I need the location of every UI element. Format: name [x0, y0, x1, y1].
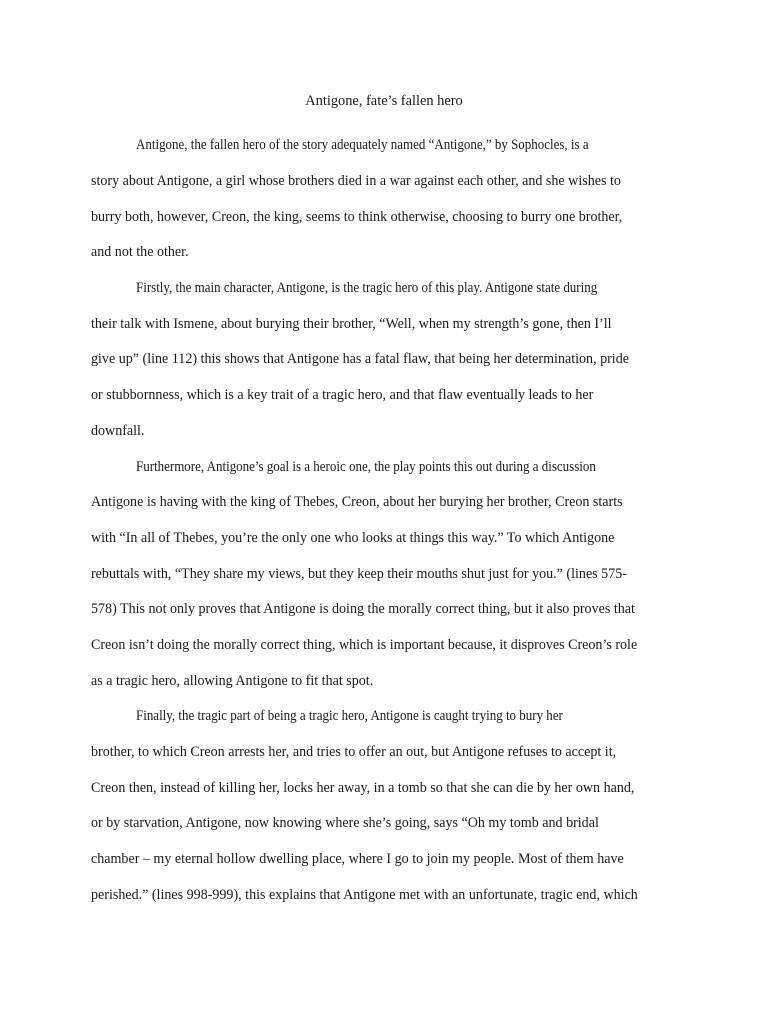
document-title: Antigone, fate’s fallen hero [305, 93, 463, 109]
text-line: Finally, the tragic part of being a tragic hero, Antigone is caught trying to bury her [136, 708, 563, 724]
text-line: Furthermore, Antigone’s goal is a heroic one, the play points this out during a discussion [136, 459, 596, 475]
text-line: burry both, however, Creon, the king, seems to think otherwise, choosing to burry one brother, [91, 209, 623, 225]
text-line: or stubbornness, which is a key trait of a tragic hero, and that flaw eventually leads to her [91, 387, 594, 403]
text-line: Antigone is having with the king of Thebes, Creon, about her burying her brother, Creon starts [91, 494, 623, 510]
text-line: as a tragic hero, allowing Antigone to fit that spot. [91, 673, 374, 689]
text-line: or by starvation, Antigone, now knowing where she’s going, says “Oh my tomb and bridal [91, 815, 599, 831]
text-line: and not the other. [91, 244, 189, 260]
text-line: brother, to which Creon arrests her, and tries to offer an out, but Antigone refuses to accept it, [91, 744, 617, 760]
text-line: Firstly, the main character, Antigone, is the tragic hero of this play. Antigone state during [136, 280, 598, 296]
text-line: rebuttals with, “They share my views, but they keep their mouths shut just for you.” (lines 575- [91, 566, 627, 582]
text-line: their talk with Ismene, about burying their brother, “Well, when my strength’s gone, then I’ll [91, 316, 612, 332]
text-line: story about Antigone, a girl whose brothers died in a war against each other, and she wishes to [91, 173, 621, 189]
text-line: Creon then, instead of killing her, locks her away, in a tomb so that she can die by her own hand, [91, 780, 635, 796]
text-line: chamber – my eternal hollow dwelling place, where I go to join my people. Most of them have [91, 851, 624, 867]
text-line: with “In all of Thebes, you’re the only one who looks at things this way.” To which Antigone [91, 530, 615, 546]
text-line: downfall. [91, 423, 145, 439]
text-line: perished.” (lines 998-999), this explains that Antigone met with an unfortunate, tragic end, which [91, 887, 638, 903]
text-line: Antigone, the fallen hero of the story adequately named “Antigone,” by Sophocles, is a [136, 137, 589, 153]
text-line: 578) This not only proves that Antigone is doing the morally correct thing, but it also proves that [91, 601, 635, 617]
text-line: Creon isn’t doing the morally correct thing, which is important because, it disproves Creon’s role [91, 637, 638, 653]
text-line: give up” (line 112) this shows that Antigone has a fatal flaw, that being her determination, pride [91, 351, 629, 367]
